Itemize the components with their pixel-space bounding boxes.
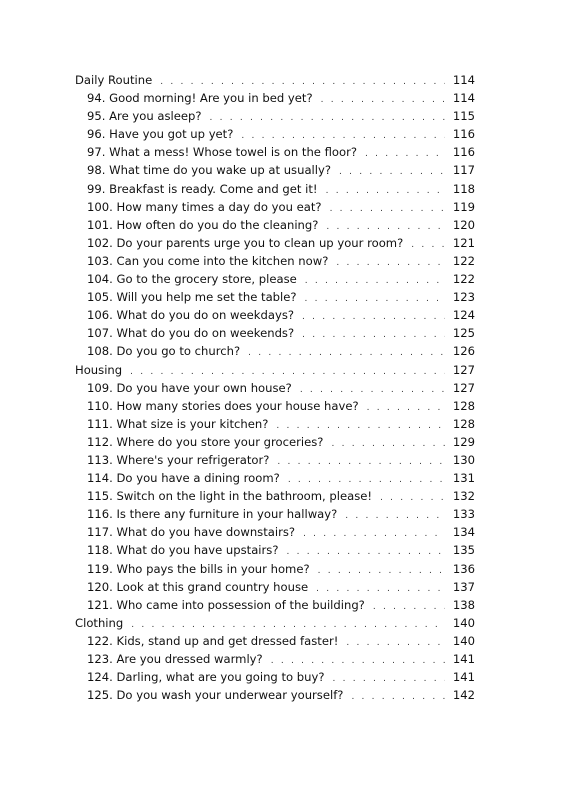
toc-entry[interactable] — [75, 596, 475, 614]
entry-title: 125. Do you wash your underwear yourself? — [87, 688, 344, 703]
toc-entry[interactable] — [75, 180, 475, 198]
toc-entry[interactable] — [75, 668, 475, 686]
toc-entry[interactable] — [75, 397, 475, 415]
page-number: 117 — [452, 163, 475, 178]
entry-title: 107. What do you do on weekends? — [87, 326, 295, 341]
toc-entry[interactable] — [75, 216, 475, 234]
page-number: 138 — [452, 597, 475, 612]
dot-leader — [326, 182, 445, 200]
entry-title: 116. Is there any furniture in your hallway? — [87, 507, 338, 522]
page-number: 122 — [452, 253, 475, 268]
page-number: 126 — [452, 344, 475, 359]
toc-entry[interactable] — [75, 270, 475, 288]
dot-leader — [331, 435, 445, 453]
entry-title: 118. What do you have upstairs? — [87, 543, 279, 558]
toc-entry[interactable] — [75, 125, 475, 143]
toc-entry[interactable] — [75, 89, 475, 107]
dot-leader — [305, 290, 445, 308]
toc-entry[interactable] — [75, 578, 475, 596]
toc-entry[interactable] — [75, 541, 475, 559]
page-number: 129 — [452, 434, 475, 449]
page-number: 134 — [452, 525, 475, 540]
toc-entry[interactable] — [75, 379, 475, 397]
page-number: 142 — [452, 688, 475, 703]
page-number: 116 — [452, 127, 475, 142]
page-number: 120 — [452, 217, 475, 232]
page-number: 121 — [452, 235, 475, 250]
page-number: 137 — [452, 579, 475, 594]
entry-title: 111. What size is your kitchen? — [87, 416, 269, 431]
dot-leader — [345, 507, 445, 525]
toc-entry[interactable] — [75, 487, 475, 505]
toc-section-entry[interactable] — [75, 614, 475, 632]
toc-section-entry[interactable] — [75, 361, 475, 379]
entry-title: 103. Can you come into the kitchen now? — [87, 253, 329, 268]
page-number: 119 — [452, 199, 475, 214]
entry-title: 119. Who pays the bills in your home? — [87, 561, 310, 576]
page-number: 141 — [452, 670, 475, 685]
entry-title: 100. How many times a day do you eat? — [87, 199, 322, 214]
page-number: 128 — [452, 398, 475, 413]
entry-title: 109. Do you have your own house? — [87, 380, 292, 395]
dot-leader — [248, 344, 445, 362]
entry-title: 101. How often do you do the cleaning? — [87, 217, 319, 232]
entry-title: 108. Do you go to church? — [87, 344, 241, 359]
dot-leader — [373, 598, 445, 616]
entry-title: 110. How many stories does your house have? — [87, 398, 359, 413]
toc-entry[interactable] — [75, 288, 475, 306]
toc-entry[interactable] — [75, 107, 475, 125]
entry-title: 114. Do you have a dining room? — [87, 471, 280, 486]
entry-title: 102. Do your parents urge you to clean up your room? — [87, 235, 404, 250]
section-title: Daily Routine — [75, 73, 153, 87]
section-title: Housing — [75, 362, 123, 377]
toc-entry[interactable] — [75, 560, 475, 578]
dot-leader — [286, 543, 445, 561]
dot-leader — [330, 200, 445, 218]
dot-leader — [365, 145, 445, 163]
page-number: 136 — [452, 561, 475, 576]
entry-title: 117. What do you have downstairs? — [87, 525, 296, 540]
dot-leader — [346, 634, 445, 652]
dot-leader — [351, 688, 445, 706]
dot-leader — [380, 489, 445, 507]
toc-section-entry[interactable] — [75, 71, 475, 89]
toc-entry[interactable] — [75, 143, 475, 161]
dot-leader — [303, 525, 445, 543]
dot-leader — [336, 254, 445, 272]
toc-entry[interactable] — [75, 505, 475, 523]
toc-entry[interactable] — [75, 342, 475, 360]
dot-leader — [305, 272, 445, 290]
dot-leader — [277, 453, 445, 471]
page-number: 135 — [452, 543, 475, 558]
table-of-contents — [75, 71, 475, 704]
page-number: 140 — [452, 633, 475, 648]
toc-entry[interactable] — [75, 451, 475, 469]
toc-entry[interactable] — [75, 523, 475, 541]
entry-title: 104. Go to the grocery store, please — [87, 272, 297, 287]
page-number: 116 — [452, 145, 475, 160]
dot-leader — [339, 163, 445, 181]
dot-leader — [210, 109, 445, 127]
entry-title: 94. Good morning! Are you in bed yet? — [87, 91, 313, 106]
dot-leader — [333, 670, 445, 688]
entry-title: 122. Kids, stand up and get dressed faster! — [87, 633, 339, 648]
toc-entry[interactable] — [75, 469, 475, 487]
toc-entry[interactable] — [75, 415, 475, 433]
entry-title: 95. Are you asleep? — [87, 109, 202, 124]
toc-entry[interactable] — [75, 686, 475, 704]
entry-title: 106. What do you do on weekdays? — [87, 308, 295, 323]
entry-title: 120. Look at this grand country house — [87, 579, 309, 594]
entry-title: 113. Where's your refrigerator? — [87, 452, 270, 467]
dot-leader — [302, 308, 445, 326]
entry-title: 123. Are you dressed warmly? — [87, 652, 263, 666]
toc-entry[interactable] — [75, 252, 475, 270]
dot-leader — [367, 399, 445, 417]
entry-title: 105. Will you help me set the table? — [87, 290, 297, 305]
toc-entry[interactable] — [75, 161, 475, 179]
dot-leader — [302, 326, 445, 344]
page-number: 127 — [452, 362, 475, 377]
dot-leader — [321, 91, 445, 109]
toc-entry[interactable] — [75, 433, 475, 451]
page-number: 114 — [452, 73, 475, 87]
page-number: 131 — [452, 471, 475, 486]
page-number: 128 — [452, 416, 475, 431]
toc-entry[interactable] — [75, 198, 475, 216]
entry-title: 96. Have you got up yet? — [87, 127, 234, 142]
entry-title: 115. Switch on the light in the bathroom, please! — [87, 489, 373, 504]
page-number: 127 — [452, 380, 475, 395]
entry-title: 99. Breakfast is ready. Come and get it! — [87, 181, 318, 196]
page-number: 124 — [452, 308, 475, 323]
toc-entry[interactable] — [75, 324, 475, 342]
dot-leader — [318, 562, 445, 580]
page-number: 133 — [452, 507, 475, 522]
page-number: 123 — [452, 290, 475, 305]
dot-leader — [411, 236, 445, 254]
page-number: 114 — [452, 91, 475, 106]
toc-entry[interactable] — [75, 650, 475, 668]
entry-title: 98. What time do you wake up at usually? — [87, 163, 332, 178]
page-number: 130 — [452, 452, 475, 467]
page-number: 140 — [452, 615, 475, 630]
page-number: 122 — [452, 272, 475, 287]
page-number: 132 — [452, 489, 475, 504]
toc-entry[interactable] — [75, 234, 475, 252]
entry-title: 112. Where do you store your groceries? — [87, 434, 324, 449]
page-number: 141 — [452, 652, 475, 666]
entry-title: 97. What a mess! Whose towel is on the floor? — [87, 145, 358, 160]
page-number: 118 — [452, 181, 475, 196]
entry-title: 124. Darling, what are you going to buy? — [87, 670, 325, 685]
page-number: 115 — [452, 109, 475, 124]
section-title: Clothing — [75, 615, 124, 630]
entry-title: 121. Who came into possession of the building? — [87, 597, 365, 612]
toc-entry[interactable] — [75, 306, 475, 324]
toc-entry[interactable] — [75, 632, 475, 650]
page-number: 125 — [452, 326, 475, 341]
